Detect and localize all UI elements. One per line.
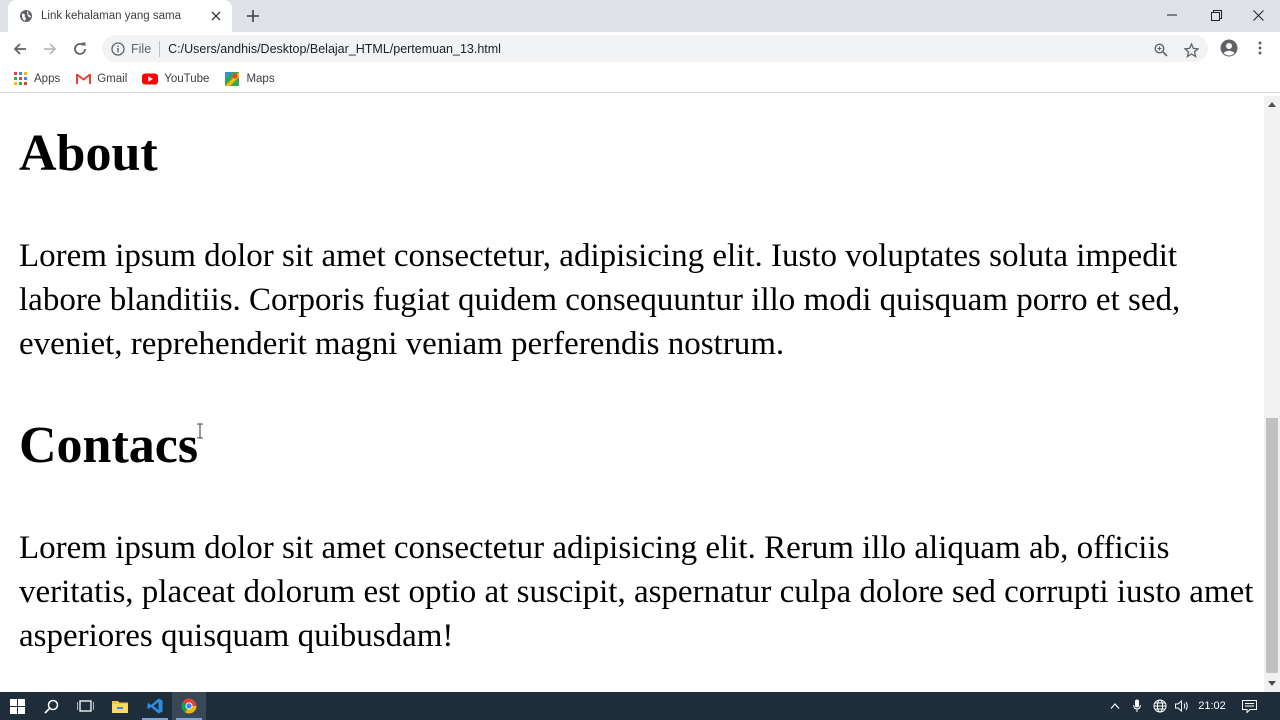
vscode-icon[interactable] xyxy=(138,692,172,720)
page-viewport xyxy=(0,96,1264,692)
page-content xyxy=(19,126,1254,658)
chrome-icon[interactable] xyxy=(172,692,206,720)
search-icon[interactable] xyxy=(34,692,68,720)
section-heading-contacs: Contacs xyxy=(19,417,199,474)
star-icon[interactable] xyxy=(1182,41,1200,59)
gmail-icon xyxy=(75,71,91,87)
new-tab-button[interactable] xyxy=(243,6,263,26)
youtube-icon xyxy=(142,71,158,87)
info-icon[interactable] xyxy=(111,42,125,56)
tab-strip xyxy=(0,0,1280,32)
profile-icon[interactable] xyxy=(1219,38,1239,58)
bookmark-label: YouTube xyxy=(164,72,210,85)
bookmark-label: Maps xyxy=(246,72,275,85)
section-heading-about: About xyxy=(19,125,158,182)
network-globe-icon[interactable] xyxy=(1151,692,1169,720)
bookmarks-bar xyxy=(0,65,1280,93)
maps-icon xyxy=(224,71,240,87)
text-cursor-icon xyxy=(196,423,204,439)
apps-grid-icon xyxy=(12,71,28,87)
reload-button[interactable] xyxy=(69,38,91,60)
section-paragraph-about: Lorem ipsum dolor sit amet consectetur, adipisicing elit. Iusto voluptates soluta impedit labore blanditiis. Corporis fugiat quidem consequuntur illo modi quisquam porro et sed, eveniet, reprehenderit magni veniam perferendis nostrum. xyxy=(19,238,1181,362)
start-button[interactable] xyxy=(0,692,34,720)
url-scheme-label: File xyxy=(131,41,152,56)
section-paragraph-contacs: Lorem ipsum dolor sit amet consectetur adipisicing elit. Rerum illo aliquam ab, officiis veritatis, placeat dolorum est optio at suscipit, aspernatur culpa dolore sed corrupti iusto amet asperiores quisquam quibusdam! xyxy=(19,530,1254,654)
close-window-button[interactable] xyxy=(1236,0,1280,30)
back-button[interactable] xyxy=(9,38,31,60)
bookmark-label: Apps xyxy=(34,72,61,85)
bookmark-label: Gmail xyxy=(97,72,128,85)
scroll-up-arrow-icon[interactable] xyxy=(1264,96,1280,113)
scroll-down-arrow-icon[interactable] xyxy=(1264,675,1280,692)
volume-icon[interactable] xyxy=(1173,692,1191,720)
address-bar[interactable] xyxy=(102,35,1208,62)
close-tab-icon[interactable] xyxy=(208,8,224,24)
forward-button[interactable] xyxy=(39,38,61,60)
task-view-icon[interactable] xyxy=(68,692,102,720)
browser-tab[interactable] xyxy=(8,0,232,32)
minimize-button[interactable] xyxy=(1150,0,1194,30)
bookmark-maps[interactable] xyxy=(224,68,274,90)
bookmark-youtube[interactable] xyxy=(142,68,209,90)
bookmark-gmail[interactable] xyxy=(75,68,127,90)
vertical-scrollbar[interactable] xyxy=(1264,96,1280,692)
tab-title: Link kehalaman yang sama xyxy=(41,10,181,22)
zoom-icon[interactable] xyxy=(1152,41,1170,59)
chevron-up-icon[interactable] xyxy=(1106,692,1124,720)
menu-dots-icon[interactable] xyxy=(1250,38,1270,58)
file-explorer-icon[interactable] xyxy=(103,692,137,720)
restore-button[interactable] xyxy=(1194,0,1238,30)
bookmark-apps[interactable] xyxy=(12,68,60,90)
microphone-icon[interactable] xyxy=(1128,692,1146,720)
globe-icon xyxy=(18,8,34,24)
browser-toolbar xyxy=(0,32,1280,65)
taskbar-clock[interactable]: 21:02 xyxy=(1198,700,1226,712)
notifications-icon[interactable] xyxy=(1240,692,1258,720)
url-text[interactable]: C:/Users/andhis/Desktop/Belajar_HTML/pertemuan_13.html xyxy=(168,41,501,56)
omnibox-divider xyxy=(159,41,160,57)
scrollbar-thumb[interactable] xyxy=(1266,418,1278,673)
windows-taskbar xyxy=(0,692,1280,720)
